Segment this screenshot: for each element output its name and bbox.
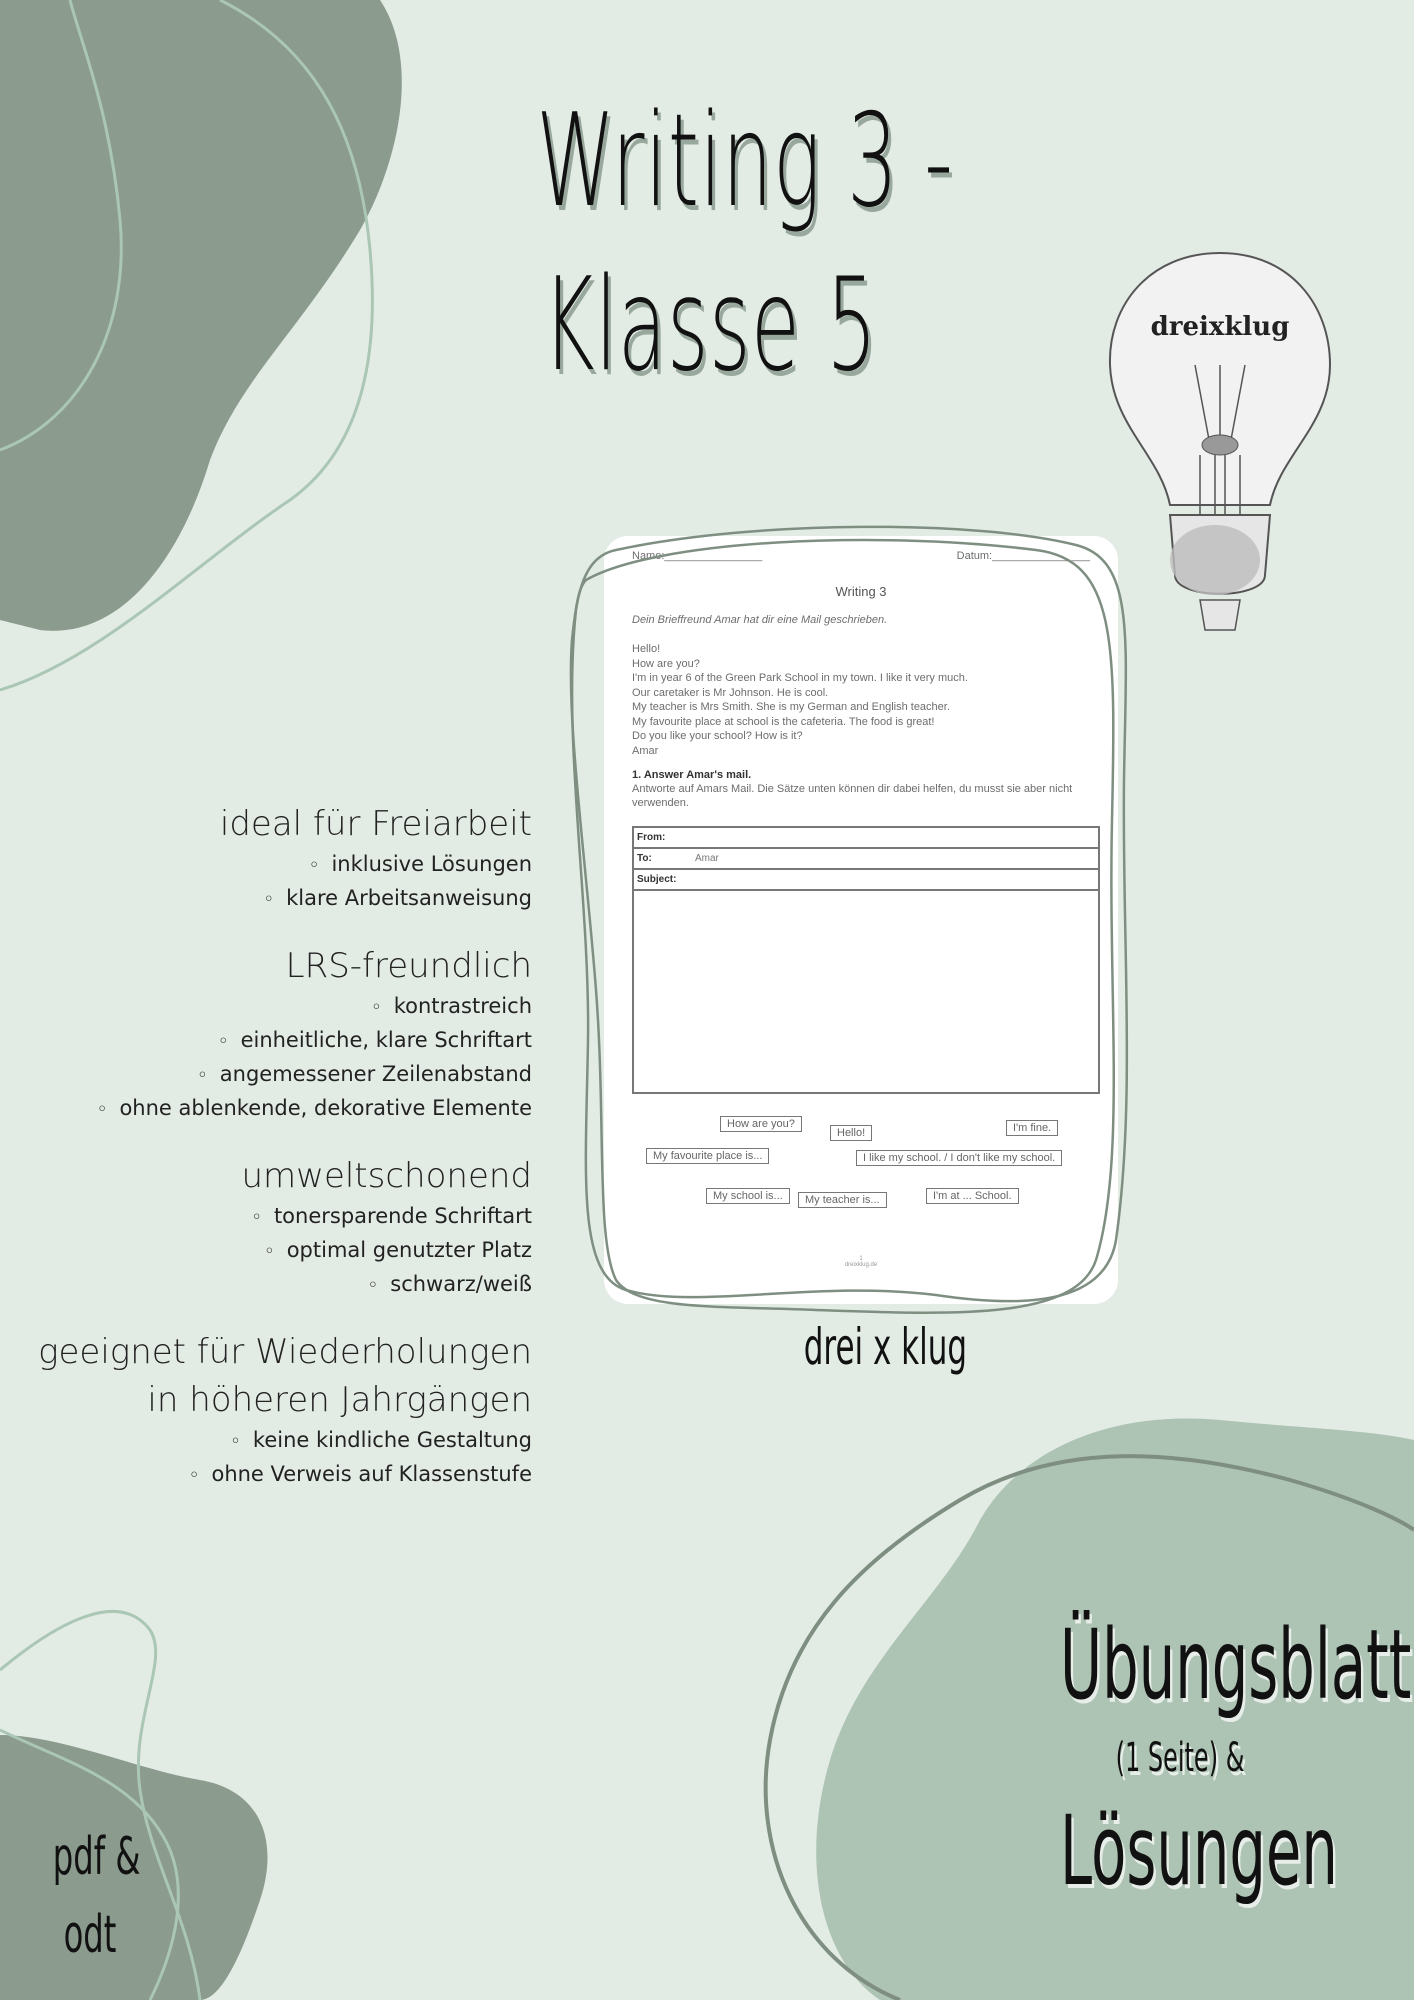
phrase-box: My teacher is... [798,1192,887,1208]
worksheet-date-field: Datum:________________ [956,550,1090,562]
footer-url: dreixklug.de [844,1262,878,1268]
to-value: Amar [695,853,719,864]
product-type: Übungsblatt [1060,1609,1412,1721]
feature-bullet: ◦ einheitliche, klare Schriftart [0,1024,532,1058]
format-pdf: pdf & [52,1827,141,1887]
feature-bullet: ◦ ohne Verweis auf Klassenstufe [0,1458,532,1492]
mail-line: Do you like your school? How is it? [632,730,803,742]
brand-signature: drei x klug [803,1318,968,1376]
feature-bullet: ◦ ohne ablenkende, dekorative Elemente [0,1092,532,1126]
task-text: Antworte auf Amars Mail. Die Sätze unten können dir dabei helfen, du musst sie aber nicht verwenden. [632,783,1073,809]
to-label: To: [637,853,652,864]
feature-heading: LRS-freundlich [285,946,532,986]
feature-section-lrs [0,942,532,1126]
phrase-box: My favourite place is... [646,1148,769,1164]
feature-heading: umweltschonend [241,1156,532,1196]
title-line-1: Writing 3 - [536,87,954,236]
feature-list [0,800,532,1518]
worksheet-title: Writing 3 [835,584,887,599]
feature-bullet: ◦ kontrastreich [0,990,532,1024]
top-left-blob [0,0,402,631]
worksheet-intro: Dein Brieffreund Amar hat dir eine Mail geschrieben. [632,614,888,626]
task-title: 1. Answer Amar's mail. [632,769,752,781]
phrase-box: I'm at ... School. [926,1188,1019,1204]
feature-section-wiederholung [0,1328,532,1492]
feature-heading: in höheren Jahrgängen [147,1380,532,1420]
feature-section-umwelt [0,1152,532,1302]
product-label [1060,1600,1412,1916]
phrase-box: Hello! [830,1125,872,1141]
product-pages: (1 Seite) & [1115,1735,1245,1781]
feature-bullet: ◦ schwarz/weiß [0,1268,532,1302]
worksheet-frame-outline [556,520,1146,1320]
page-title [536,80,954,408]
file-formats [52,1818,141,1974]
page-number: 1 [859,1256,863,1262]
mail-line: Amar [632,744,659,757]
mail-line: I'm in year 6 of the Green Park School in my town. I like it very much. [632,672,968,684]
phrase-box: I like my school. / I don't like my school. [856,1150,1062,1166]
brand-logo: dreixklug [1150,312,1290,342]
feature-bullet: ◦ inklusive Lösungen [0,848,532,882]
from-label: From: [637,832,666,843]
format-odt: odt [63,1905,117,1965]
mail-line: My favourite place at school is the cafeteria. The food is great! [632,715,935,728]
feature-section-freiarbeit [0,800,532,916]
product-solutions: Lösungen [1060,1795,1338,1907]
title-line-2: Klasse 5 [542,251,878,400]
mail-line: How are you? [632,657,700,670]
mail-line: Our caretaker is Mr Johnson. He is cool. [632,686,829,699]
mail-line: My teacher is Mrs Smith. She is my German and English teacher. [632,701,950,713]
phrase-box: My school is... [706,1188,790,1204]
feature-bullet: ◦ angemessener Zeilenabstand [0,1058,532,1092]
feature-heading: ideal für Freiarbeit [219,804,532,844]
feature-bullet: ◦ klare Arbeitsanweisung [0,882,532,916]
feature-heading: geeignet für Wiederholungen [38,1332,532,1372]
phrase-box: I'm fine. [1006,1120,1058,1136]
worksheet-name-field: Name:________________ [632,550,763,562]
subject-label: Subject: [637,874,677,885]
feature-bullet: ◦ keine kindliche Gestaltung [0,1424,532,1458]
feature-bullet: ◦ optimal genutzter Platz [0,1234,532,1268]
mail-line: Hello! [632,643,661,655]
phrase-box: How are you? [720,1116,802,1132]
feature-bullet: ◦ tonersparende Schriftart [0,1200,532,1234]
